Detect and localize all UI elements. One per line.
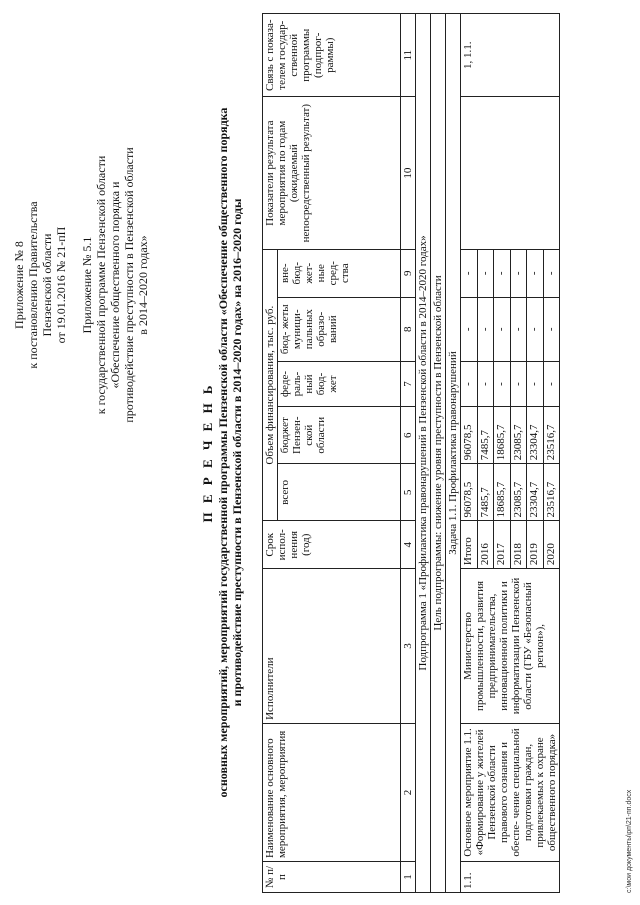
appendix-date: от 19.01.2016 № 21-пП — [54, 226, 68, 344]
row-municipal: - — [527, 297, 544, 361]
item-executors: Министерство промышленности, развития предпринимательства, инновационной политики и информатизации Пензенской области (ГБУ «Безопасный регион»), — [461, 569, 560, 724]
row-total: 23304,7 — [527, 464, 544, 521]
header-name: Наименование основного мероприятия, мероприятия — [263, 723, 401, 861]
header-finance: Объем финансирования, тыс. руб. — [263, 249, 278, 521]
row-total: 23516,7 — [543, 464, 560, 521]
row-regional: 18685,7 — [494, 407, 511, 464]
row-federal: - — [461, 361, 478, 406]
row-year: 2020 — [543, 521, 560, 569]
row-municipal: - — [510, 297, 527, 361]
program-appendix-name-2: противодействие преступности в Пензенской области — [122, 147, 136, 423]
appendix-ref: к постановлению Правительства — [26, 201, 40, 369]
row-offbudget: - — [510, 249, 527, 297]
document-title — [200, 40, 244, 865]
item-name: Основное мероприятие 1.1. «Формирование у жителей Пензенской области правового сознания и обеспе- чение специальной подготовки граждан, привлекаемых к охране общественного порядка» — [461, 723, 560, 861]
title-line-1: основных мероприятий, мероприятий государственной программы Пензенской области «Обеспечение общественного порядка — [216, 107, 230, 798]
header-num: № п/п — [263, 862, 401, 893]
row-federal: - — [510, 361, 527, 406]
row-regional: 23085,7 — [510, 407, 527, 464]
header-term: Срок испол- нения (год) — [263, 521, 401, 569]
row-year: 2018 — [510, 521, 527, 569]
col-num: 1 — [401, 862, 416, 893]
item-link: 1, 1.1. — [461, 14, 560, 97]
col-num: 7 — [401, 361, 416, 406]
row-year: Итого — [461, 521, 478, 569]
header-total: всего — [278, 464, 401, 521]
row-total: 7485,7 — [477, 464, 494, 521]
header-link: Связь с показа- телем государ- ственной программы (подпрог- раммы) — [263, 14, 401, 97]
header-federal: феде- раль- ный бюд- жет — [278, 361, 401, 406]
appendix-region: Пензенской области — [40, 233, 54, 337]
subprogram-row — [416, 14, 431, 893]
item-num: 1.1. — [461, 862, 560, 893]
row-offbudget: - — [494, 249, 511, 297]
file-path-footer: c:\мои документы\рп\21-пп.docx — [626, 789, 633, 893]
appendix-header — [12, 105, 68, 465]
row-federal: - — [494, 361, 511, 406]
table-header-row-1 — [263, 14, 278, 893]
subprogram-title: Подпрограмма 1 «Профилактика правонарушений в Пензенской области в 2014–2020 годах» — [416, 14, 431, 893]
row-year: 2017 — [494, 521, 511, 569]
title-line-2: и противодействие преступности в Пензенской области в 2014–2020 годах» на 2016–2020 годы — [230, 198, 244, 707]
row-total: 96078,5 — [461, 464, 478, 521]
row-regional: 23516,7 — [543, 407, 560, 464]
row-municipal: - — [494, 297, 511, 361]
row-municipal: - — [543, 297, 560, 361]
title-main: П Е Р Е Ч Е Н Ь — [200, 382, 215, 523]
col-num: 5 — [401, 464, 416, 521]
program-appendix-header — [80, 105, 150, 465]
subprogram-goal: Цель подпрограммы: снижение уровня преступности в Пензенской области — [431, 14, 446, 893]
program-appendix-name-1: «Обеспечение общественного порядка и — [108, 181, 122, 389]
header-indicators: Показатели результата мероприятия по годам (ожидаемый непосредственный результат) — [263, 97, 401, 249]
row-federal: - — [543, 361, 560, 406]
row-municipal: - — [461, 297, 478, 361]
appendix-number: Приложение № 8 — [12, 241, 26, 329]
col-num: 8 — [401, 297, 416, 361]
task-row — [446, 14, 461, 893]
row-regional: 23304,7 — [527, 407, 544, 464]
row-offbudget: - — [477, 249, 494, 297]
header-offbudget: вне- бюд- жет- ные сред- ства — [278, 249, 401, 297]
column-number-row — [401, 14, 416, 893]
row-offbudget: - — [461, 249, 478, 297]
row-federal: - — [477, 361, 494, 406]
col-num: 4 — [401, 521, 416, 569]
row-offbudget: - — [543, 249, 560, 297]
program-appendix-ref: к государственной программе Пензенской области — [94, 155, 108, 415]
row-year: 2019 — [527, 521, 544, 569]
program-appendix-years: в 2014–2020 годах» — [136, 235, 150, 335]
row-municipal: - — [477, 297, 494, 361]
goal-row — [431, 14, 446, 893]
header-municipal: бюд- жеты муници- пальных образо- ваний — [278, 297, 401, 361]
row-regional: 7485,7 — [477, 407, 494, 464]
table-row — [461, 14, 478, 893]
measures-table — [262, 13, 560, 893]
row-year: 2016 — [477, 521, 494, 569]
item-indicators — [461, 97, 560, 249]
row-offbudget: - — [527, 249, 544, 297]
col-num: 2 — [401, 723, 416, 861]
col-num: 11 — [401, 14, 416, 97]
header-regional: бюджет Пензен- ской области — [278, 407, 401, 464]
program-appendix-number: Приложение № 5.1 — [80, 236, 94, 334]
task-title: Задача 1.1. Профилактика правонарушений — [446, 14, 461, 893]
col-num: 3 — [401, 569, 416, 724]
row-federal: - — [527, 361, 544, 406]
row-regional: 96078,5 — [461, 407, 478, 464]
col-num: 9 — [401, 249, 416, 297]
row-total: 23085,7 — [510, 464, 527, 521]
row-total: 18685,7 — [494, 464, 511, 521]
col-num: 6 — [401, 407, 416, 464]
col-num: 10 — [401, 97, 416, 249]
header-executors: Исполнители — [263, 569, 401, 724]
